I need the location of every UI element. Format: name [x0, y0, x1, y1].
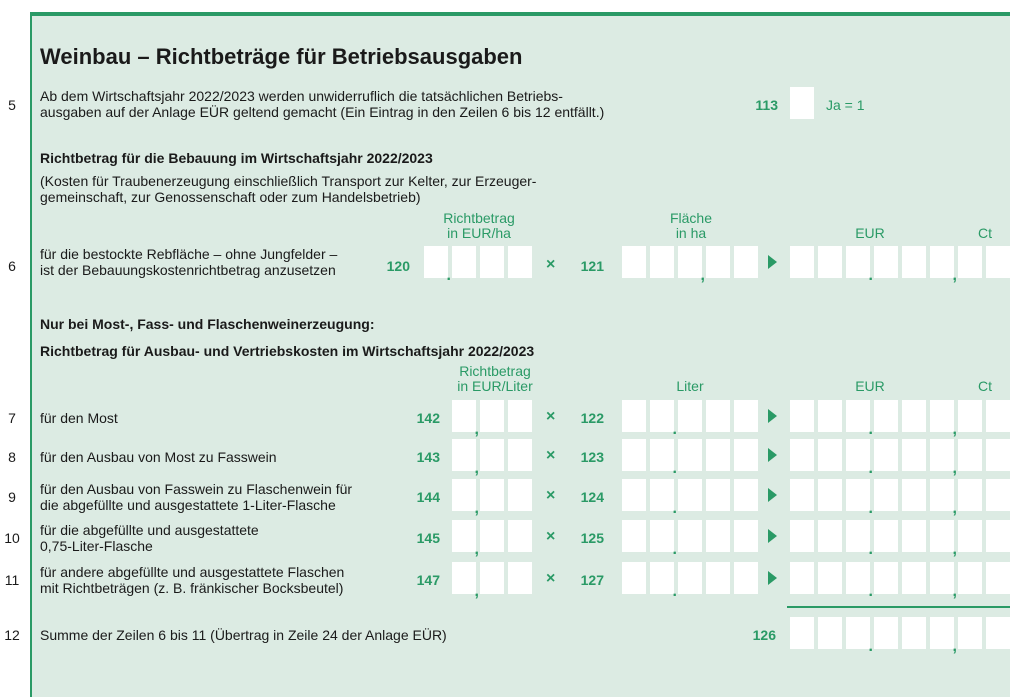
digit-cell[interactable]	[734, 562, 758, 594]
line-number-8: 8	[8, 449, 16, 465]
digit-cell[interactable]	[650, 562, 677, 600]
header-rate-liter-line1: Richtbetrag	[459, 363, 531, 379]
section1-heading: Richtbetrag für die Bebauung im Wirtschaftsjahr 2022/2023	[40, 150, 433, 166]
digit-cell[interactable]	[622, 246, 646, 278]
digit-cell[interactable]	[902, 439, 926, 471]
digit-cell[interactable]	[930, 520, 957, 558]
digit-cell[interactable]	[818, 562, 842, 594]
times-sign: ×	[546, 570, 556, 587]
liter-input-124[interactable]	[622, 479, 762, 517]
decimal-comma: ,	[474, 500, 479, 517]
digit-cell[interactable]	[986, 562, 1010, 594]
decimal-comma: ,	[700, 267, 705, 284]
digit-cell[interactable]	[846, 562, 873, 600]
digit-cell[interactable]	[790, 246, 814, 278]
digit-cell[interactable]	[846, 479, 873, 517]
digit-cell[interactable]	[734, 439, 758, 471]
times-sign: ×	[546, 487, 556, 504]
digit-cell[interactable]	[790, 562, 814, 594]
times-sign: ×	[546, 528, 556, 545]
digit-cell[interactable]	[452, 246, 476, 278]
digit-cell[interactable]	[930, 439, 957, 477]
digit-cell[interactable]	[846, 439, 873, 477]
code-145: 145	[416, 530, 440, 546]
digit-cell[interactable]	[930, 400, 957, 438]
digit-cell[interactable]	[902, 562, 926, 594]
section2-heading-a: Nur bei Most-, Fass- und Flaschenweinerzeugung:	[40, 316, 375, 332]
digit-cell[interactable]	[790, 479, 814, 511]
digit-cell[interactable]	[930, 562, 957, 600]
digit-cell[interactable]	[706, 439, 730, 471]
header-rate-liter-line2: in EUR/Liter	[457, 378, 533, 394]
code-120: 120	[386, 258, 410, 274]
row-text-1: für den Ausbau von Most zu Fasswein	[40, 449, 277, 465]
code-123: 123	[580, 449, 604, 465]
digit-cell[interactable]	[622, 562, 646, 594]
digit-cell[interactable]	[930, 479, 957, 517]
section1-note-1: (Kosten für Traubenerzeugung einschließlich Transport zur Kelter, zur Erzeuger-	[40, 173, 537, 189]
code-147: 147	[416, 572, 440, 588]
digit-cell[interactable]	[678, 400, 702, 432]
digit-cell[interactable]	[480, 479, 504, 511]
digit-cell[interactable]	[452, 439, 479, 477]
code-142: 142	[416, 410, 440, 426]
header-rate-liter	[440, 364, 550, 394]
section1-note-2: gemeinschaft, zur Genossenschaft oder zum Handelsbetrieb)	[40, 189, 421, 205]
digit-cell[interactable]	[958, 562, 982, 594]
digit-cell[interactable]	[958, 617, 982, 649]
decimal-comma: ,	[952, 638, 957, 655]
digit-cell[interactable]	[874, 562, 898, 594]
line-number-5: 5	[8, 97, 16, 113]
digit-cell[interactable]	[986, 479, 1010, 511]
rate-liter-input-143[interactable]	[452, 439, 536, 477]
decimal-comma: ,	[952, 583, 957, 600]
liter-input-127[interactable]	[622, 562, 762, 600]
digit-cell[interactable]	[734, 479, 758, 511]
digit-cell[interactable]	[508, 400, 532, 432]
digit-cell[interactable]	[706, 400, 730, 432]
row-text-2: 0,75-Liter-Flasche	[40, 538, 153, 554]
decimal-comma: ,	[952, 460, 957, 477]
digit-cell[interactable]	[874, 246, 898, 278]
header-rate-ha-line1: Richtbetrag	[443, 210, 515, 226]
rate-liter-input-144[interactable]	[452, 479, 536, 517]
digit-cell[interactable]	[508, 439, 532, 471]
digit-cell[interactable]	[958, 439, 982, 471]
digit-cell[interactable]	[452, 562, 479, 600]
thousands-dot: .	[868, 638, 873, 655]
thousands-dot: .	[868, 500, 873, 517]
header-ct-2: Ct	[978, 378, 992, 394]
digit-cell[interactable]	[818, 520, 842, 552]
digit-cell[interactable]	[452, 400, 479, 438]
decimal-comma: ,	[474, 541, 479, 558]
digit-cell[interactable]	[706, 562, 730, 594]
eur-result-10[interactable]	[790, 520, 1014, 558]
decimal-dot: .	[446, 267, 451, 284]
ja-label: Ja = 1	[826, 97, 865, 113]
thousands-dot: .	[672, 460, 677, 477]
digit-cell[interactable]	[622, 400, 646, 432]
thousands-dot: .	[868, 267, 873, 284]
line-number-12: 12	[4, 627, 20, 643]
header-eur-1: EUR	[855, 225, 885, 241]
digit-cell[interactable]	[930, 617, 957, 655]
digit-cell[interactable]	[678, 439, 702, 471]
liter-input-123[interactable]	[622, 439, 762, 477]
digit-cell[interactable]	[734, 246, 758, 278]
digit-cell[interactable]	[622, 520, 646, 552]
rate-liter-input-142[interactable]	[452, 400, 536, 438]
decimal-comma: ,	[474, 583, 479, 600]
header-ct-1: Ct	[978, 225, 992, 241]
digit-cell[interactable]	[508, 520, 532, 552]
digit-cell[interactable]	[706, 479, 730, 511]
code-113: 113	[755, 97, 778, 113]
digit-cell[interactable]	[650, 520, 677, 558]
digit-cell[interactable]	[930, 246, 957, 284]
digit-cell[interactable]	[508, 562, 532, 594]
digit-cell[interactable]	[902, 617, 926, 649]
arrow-right-icon	[768, 448, 777, 462]
code-127: 127	[580, 572, 604, 588]
row-text-1: für den Most	[40, 410, 118, 426]
sum-input-126[interactable]	[790, 617, 1014, 655]
times-sign: ×	[546, 256, 556, 273]
rate-ha-input-120[interactable]	[424, 246, 536, 284]
digit-cell[interactable]	[790, 520, 814, 552]
code-144: 144	[416, 489, 440, 505]
decimal-comma: ,	[952, 500, 957, 517]
digit-cell[interactable]	[986, 520, 1010, 552]
digit-cell[interactable]	[678, 562, 702, 594]
digit-cell[interactable]	[480, 520, 504, 552]
digit-cell[interactable]	[650, 479, 677, 517]
digit-cell[interactable]	[790, 400, 814, 432]
digit-cell[interactable]	[818, 400, 842, 432]
arrow-right-icon	[768, 409, 777, 423]
digit-cell[interactable]	[958, 479, 982, 511]
eur-result-11[interactable]	[790, 562, 1014, 600]
code-124: 124	[580, 489, 604, 505]
row-text-1: für andere abgefüllte und ausgestattete Flaschen	[40, 564, 345, 580]
line-number-10: 10	[4, 530, 20, 546]
decimal-comma: ,	[952, 421, 957, 438]
eur-result-9[interactable]	[790, 479, 1014, 517]
area-input-121[interactable]	[622, 246, 762, 284]
page-title: Weinbau – Richtbeträge für Betriebsausgaben	[40, 44, 523, 69]
eur-result-7[interactable]	[790, 400, 1014, 438]
decimal-comma: ,	[952, 541, 957, 558]
digit-cell[interactable]	[986, 246, 1010, 278]
digit-cell[interactable]	[902, 479, 926, 511]
digit-cell[interactable]	[874, 617, 898, 649]
digit-cell[interactable]	[480, 246, 504, 278]
line6-text-2: ist der Bebauungskostenrichtbetrag anzusetzen	[40, 262, 336, 278]
digit-cell[interactable]	[734, 520, 758, 552]
digit-cell[interactable]	[902, 246, 926, 278]
digit-cell[interactable]	[986, 439, 1010, 471]
digit-cell[interactable]	[480, 439, 504, 471]
digit-cell[interactable]	[678, 520, 702, 552]
thousands-dot: .	[672, 500, 677, 517]
digit-cell[interactable]	[818, 439, 842, 471]
digit-cell[interactable]	[480, 562, 504, 594]
arrow-right-icon	[768, 571, 777, 585]
thousands-dot: .	[868, 541, 873, 558]
digit-cell[interactable]	[790, 617, 814, 649]
digit-cell[interactable]	[874, 439, 898, 471]
liter-input-122[interactable]	[622, 400, 762, 438]
digit-cell[interactable]	[902, 520, 926, 552]
times-sign: ×	[546, 447, 556, 464]
row-text-1: für den Ausbau von Fasswein zu Flaschenwein für	[40, 481, 353, 497]
digit-cell[interactable]	[846, 617, 873, 655]
digit-cell[interactable]	[874, 400, 898, 432]
digit-cell[interactable]	[818, 617, 842, 649]
line12-text: Summe der Zeilen 6 bis 11 (Übertrag in Zeile 24 der Anlage EÜR)	[40, 627, 447, 643]
digit-cell[interactable]	[508, 479, 532, 511]
thousands-dot: .	[868, 421, 873, 438]
digit-cell[interactable]	[874, 520, 898, 552]
header-area-line1: Fläche	[669, 210, 713, 226]
line-number-11: 11	[4, 572, 20, 588]
digit-cell[interactable]	[622, 479, 646, 511]
digit-cell[interactable]	[650, 439, 677, 477]
digit-cell[interactable]	[818, 246, 842, 278]
line5-text-1: Ab dem Wirtschaftsjahr 2022/2023 werden unwiderruflich die tatsächlichen Betriebs-	[40, 88, 563, 104]
code-121: 121	[580, 258, 604, 274]
header-rate-ha	[424, 211, 534, 241]
header-area	[636, 211, 746, 241]
sum-divider	[787, 606, 1010, 608]
liter-input-125[interactable]	[622, 520, 762, 558]
eur-result-6[interactable]	[790, 246, 1014, 284]
header-liter: Liter	[676, 378, 704, 394]
line-number-7: 7	[8, 410, 16, 426]
header-eur-2: EUR	[855, 378, 885, 394]
digit-cell[interactable]	[958, 400, 982, 432]
thousands-dot: .	[672, 583, 677, 600]
thousands-dot: .	[868, 460, 873, 477]
decimal-comma: ,	[474, 460, 479, 477]
digit-cell[interactable]	[986, 617, 1010, 649]
digit-cell[interactable]	[846, 400, 873, 438]
section2-heading-b: Richtbetrag für Ausbau- und Vertriebskosten im Wirtschaftsjahr 2022/2023	[40, 343, 535, 359]
digit-cell[interactable]	[650, 400, 677, 438]
digit-cell[interactable]	[706, 246, 730, 278]
times-sign: ×	[546, 408, 556, 425]
code-122: 122	[580, 410, 604, 426]
eur-result-8[interactable]	[790, 439, 1014, 477]
decimal-comma: ,	[474, 421, 479, 438]
digit-cell[interactable]	[902, 400, 926, 432]
row-text-1: für die abgefüllte und ausgestattete	[40, 522, 259, 538]
line-number-6: 6	[8, 258, 16, 274]
arrow-right-icon	[768, 488, 777, 502]
thousands-dot: .	[672, 421, 677, 438]
digit-cell[interactable]	[508, 246, 532, 278]
digit-cell[interactable]	[678, 479, 702, 511]
digit-cell[interactable]	[818, 479, 842, 511]
digit-cell[interactable]	[790, 439, 814, 471]
decimal-comma: ,	[952, 267, 957, 284]
line6-text-1: für die bestockte Rebfläche – ohne Jungfelder –	[40, 246, 338, 262]
digit-cell[interactable]	[706, 520, 730, 552]
row-text-2: mit Richtbeträgen (z. B. fränkischer Bocksbeutel)	[40, 580, 344, 596]
arrow-right-icon	[768, 529, 777, 543]
arrow-right-icon	[768, 255, 777, 269]
digit-cell[interactable]	[452, 520, 479, 558]
digit-cell[interactable]	[678, 246, 705, 284]
header-rate-ha-line2: in EUR/ha	[447, 225, 511, 241]
ja-input-113[interactable]	[790, 87, 814, 119]
code-126: 126	[752, 627, 776, 643]
thousands-dot: .	[868, 583, 873, 600]
code-125: 125	[580, 530, 604, 546]
digit-cell[interactable]	[958, 246, 982, 278]
digit-cell[interactable]	[480, 400, 504, 432]
line-number-9: 9	[8, 489, 16, 505]
rate-liter-input-145[interactable]	[452, 520, 536, 558]
line5-text-2: ausgaben auf der Anlage EÜR geltend gemacht (Ein Eintrag in den Zeilen 6 bis 12 entfällt.)	[40, 104, 605, 120]
digit-cell[interactable]	[846, 520, 873, 558]
thousands-dot: .	[672, 541, 677, 558]
digit-cell[interactable]	[424, 246, 451, 284]
digit-cell[interactable]	[622, 439, 646, 471]
header-area-line2: in ha	[675, 225, 707, 241]
digit-cell[interactable]	[734, 400, 758, 432]
digit-cell[interactable]	[650, 246, 674, 278]
code-143: 143	[416, 449, 440, 465]
rate-liter-input-147[interactable]	[452, 562, 536, 600]
digit-cell[interactable]	[874, 479, 898, 511]
digit-cell[interactable]	[986, 400, 1010, 432]
digit-cell[interactable]	[452, 479, 479, 517]
digit-cell[interactable]	[958, 520, 982, 552]
row-text-2: die abgefüllte und ausgestattete 1-Liter-Flasche	[40, 497, 336, 513]
digit-cell[interactable]	[846, 246, 873, 284]
